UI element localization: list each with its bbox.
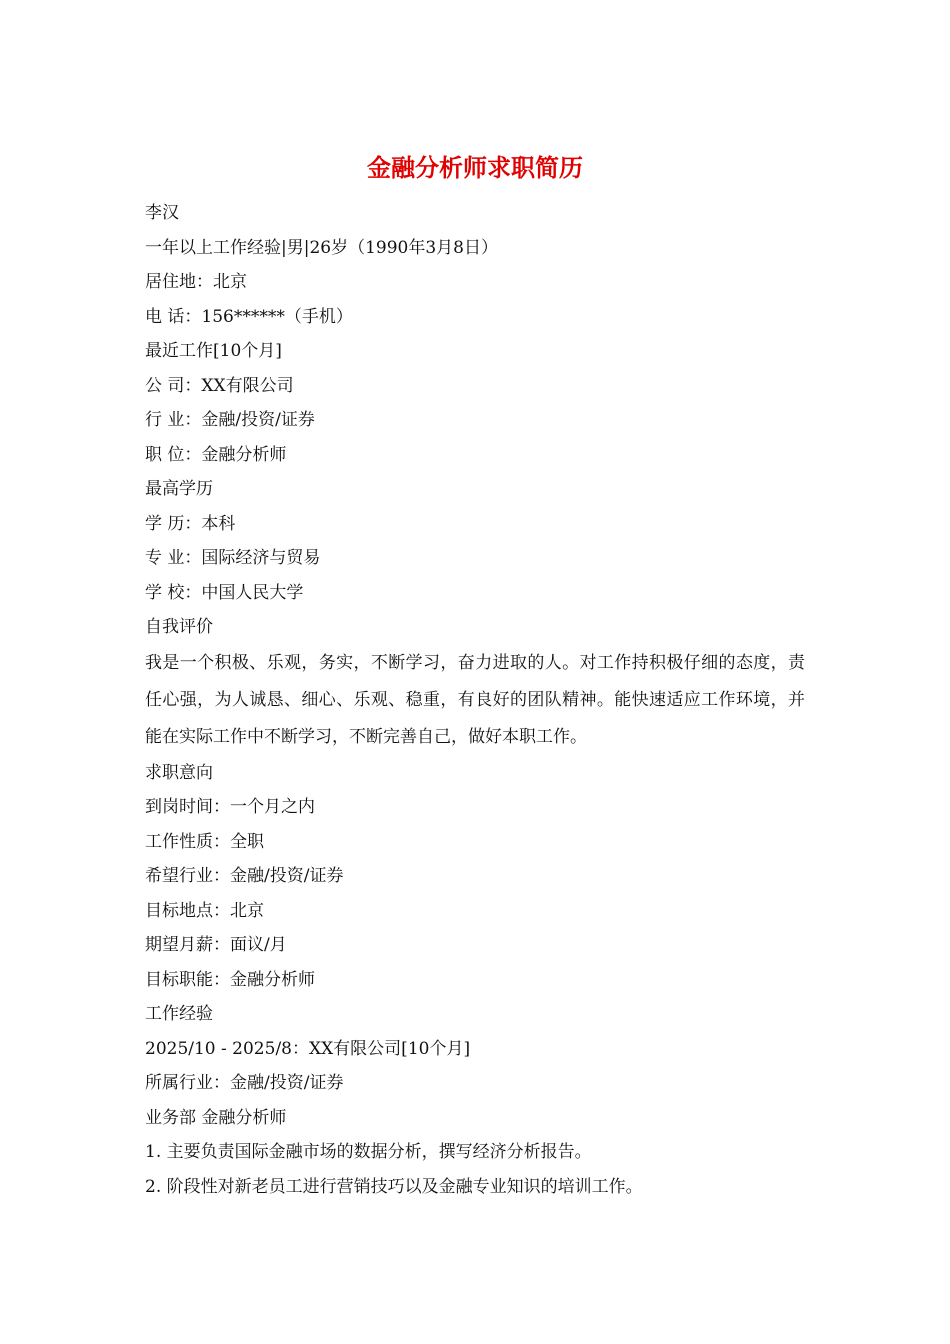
position: 职 位：金融分析师 <box>145 444 287 465</box>
experience-industry: 所属行业：金融/投资/证券 <box>145 1073 344 1093</box>
desired-industry: 希望行业：金融/投资/证券 <box>145 866 344 886</box>
experience-heading: 工作经验 <box>145 1004 213 1024</box>
residence: 居住地：北京 <box>145 272 247 292</box>
page-title: 金融分析师求职简历 <box>367 153 583 182</box>
target-location: 目标地点：北京 <box>145 900 264 921</box>
duty-item: 2. 阶段性对新老员工进行营销技巧以及金融专业知识的培训工作。 <box>145 1176 643 1197</box>
self-eval-heading: 自我评价 <box>145 617 213 637</box>
summary-line: 一年以上工作经验|男|26岁（1990年3月8日） <box>145 237 498 258</box>
target-role: 目标职能：金融分析师 <box>145 969 315 990</box>
self-eval-text: 我是一个积极、乐观，务实，不断学习，奋力进取的人。对工作持积极仔细的态度，责任心强，为人诚恳、细心、乐观、稳重，有良好的团队精神。能快速适应工作环境，并能在实际工作中不断学习，不断完善自己，做好本职工作。 <box>145 652 805 747</box>
phone: 电 话：156******（手机） <box>145 306 353 327</box>
job-type: 工作性质：全职 <box>145 831 264 852</box>
experience-period: 2025/10 - 2025/8：XX有限公司[10个月] <box>145 1038 471 1059</box>
major: 专 业：国际经济与贸易 <box>145 548 321 568</box>
resume-body <box>145 196 810 1204</box>
school: 学 校：中国人民大学 <box>145 582 304 603</box>
degree: 学 历：本科 <box>145 513 236 534</box>
recent-work-heading: 最近工作[10个月] <box>145 341 282 361</box>
candidate-name: 李汉 <box>145 203 179 223</box>
education-heading: 最高学历 <box>145 479 213 499</box>
duty-item: 1. 主要负责国际金融市场的数据分析，撰写经济分析报告。 <box>145 1142 592 1162</box>
industry: 行 业：金融/投资/证券 <box>145 410 315 430</box>
experience-department: 业务部 金融分析师 <box>145 1107 287 1128</box>
expected-salary: 期望月薪：面议/月 <box>145 935 287 955</box>
start-time: 到岗时间：一个月之内 <box>145 797 315 817</box>
intent-heading: 求职意向 <box>145 762 213 783</box>
company: 公 司：XX有限公司 <box>145 375 294 396</box>
